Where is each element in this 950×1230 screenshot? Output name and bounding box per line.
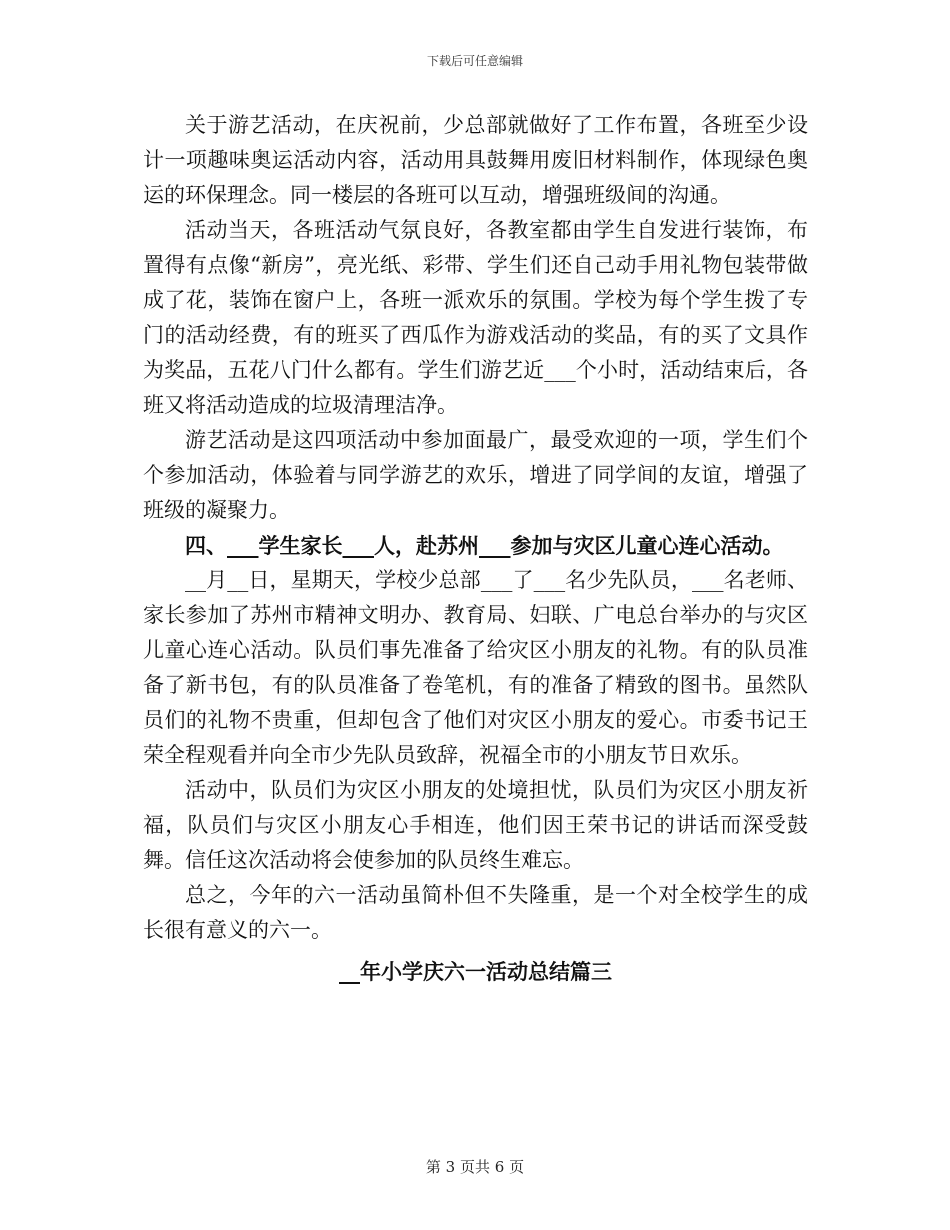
paragraph-activity-day: 活动当天，各班活动气氛良好，各教室都由学生自发进行装饰，布置得有点像“新房”，亮光纸、彩带、学生们还自己动手用礼物包装带做成了花，装饰在窗户上，各班一派欢乐的氛围。学校为每个学生拨了专门的活动经费，有的班买了西瓜作为游戏活动的奖品，有的买了文具作为奖品，五花八门什么都有。学生们游艺近___个小时，活动结束后，各班又将活动造成的垃圾清理洁净。 (143, 218, 808, 417)
paragraph-game-activity-plan: 关于游艺活动，在庆祝前，少总部就做好了工作布置，各班至少设计一项趣味奥运活动内容，活动用具鼓舞用废旧材料制作，体现绿色奥运的环保理念。同一楼层的各班可以互动，增强班级间的沟通。 (143, 113, 808, 207)
page-number: 第 3 页共 6 页 (425, 1158, 525, 1176)
paragraph-during-event: 活动中，队员们为灾区小朋友的处境担忧，队员们为灾区小朋友祈福，队员们与灾区小朋友心手相连，他们因王荣书记的讲话而深受鼓舞。信任这次活动将会使参加的队员终生难忘。 (143, 778, 808, 872)
paragraph-suzhou-event: __月__日，星期天，学校少总部___了___名少先队员，___名老师、家长参加了苏州市精神文明办、教育局、妇联、广电总台举办的与灾区儿童心连心活动。队员们事先准备了给灾区小朋友的礼物。有的队员准备了新书包，有的队员准备了卷笔机，有的准备了精致的图书。虽然队员们的礼物不贵重，但却包含了他们对灾区小朋友的爱心。市委书记王荣全程观看并向全市少先队员致辞，祝福全市的小朋友节日欢乐。 (143, 568, 808, 767)
document-body (143, 108, 808, 989)
section-heading-four: 四、___学生家长___人，赴苏州___参加与灾区儿童心连心活动。 (185, 533, 784, 558)
paragraph-activity-summary: 游艺活动是这四项活动中参加面最广，最受欢迎的一项，学生们个个参加活动，体验着与同学游艺的欢乐，增进了同学间的友谊，增强了班级的凝聚力。 (143, 428, 808, 522)
paragraph-conclusion: 总之，今年的六一活动虽简朴但不失隆重，是一个对全校学生的成长很有意义的六一。 (143, 883, 808, 942)
page-header: 下载后可任意编辑 (426, 54, 523, 68)
section-title-part-three: __年小学庆六一活动总结篇三 (339, 959, 612, 984)
